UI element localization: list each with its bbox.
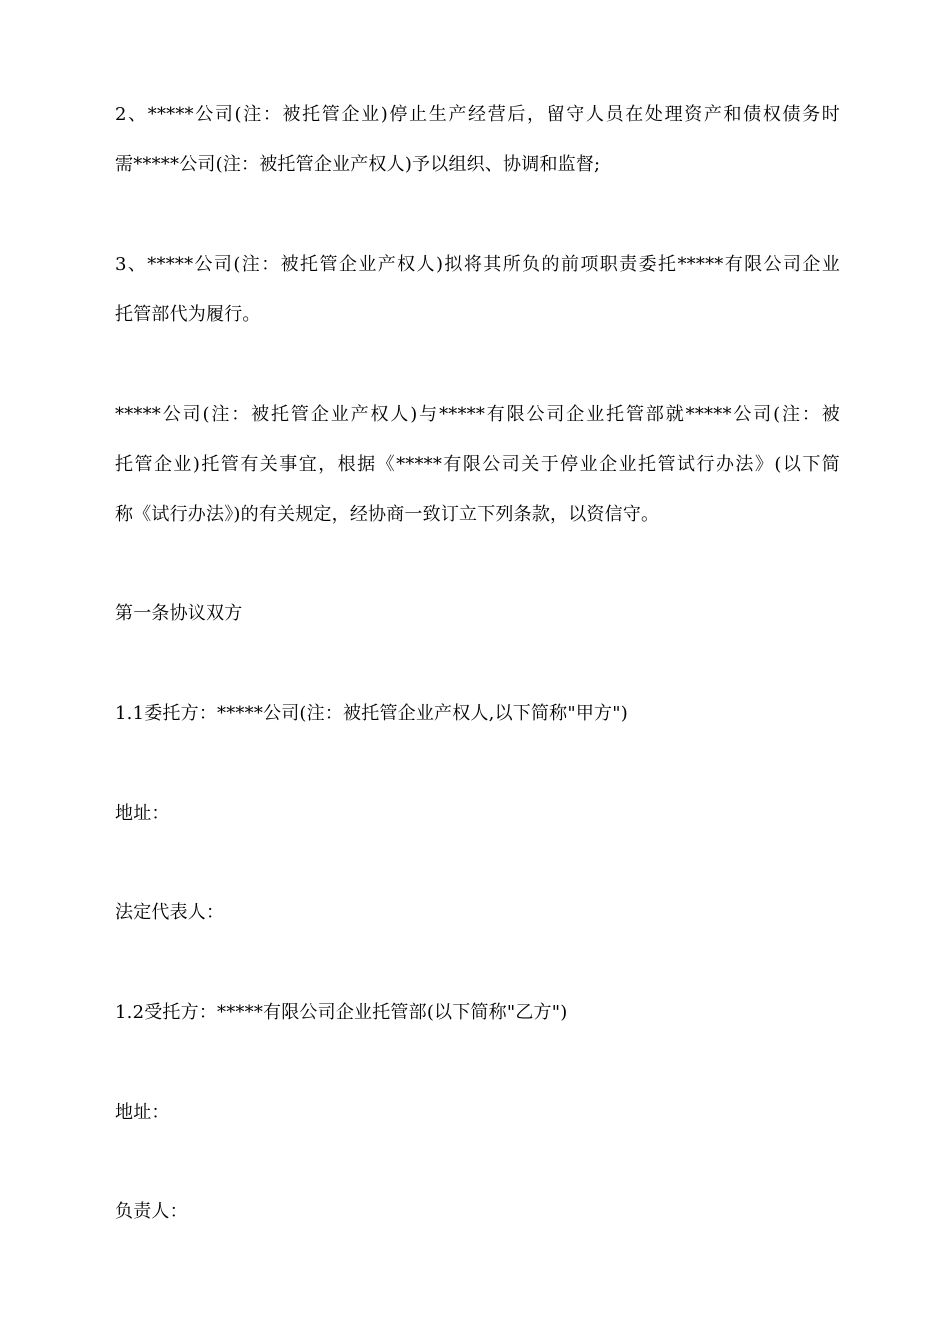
legal-rep-label: 法定代表人：	[115, 902, 225, 923]
address-a-label: 地址：	[115, 803, 170, 824]
article-1-title: 第一条协议双方	[115, 603, 243, 624]
preamble-line-3: 称《试行办法》)的有关规定，经协商一致订立下列条款，以资信守。	[115, 504, 660, 525]
item-1-2: 1.2受托方：*****有限公司企业托管部(以下简称"乙方")	[115, 1002, 568, 1023]
clause-2-line-2: 需*****公司(注：被托管企业产权人)予以组织、协调和监督;	[115, 154, 601, 175]
preamble-line-2: 托管企业)托管有关事宜，根据《*****有限公司关于停业企业托管试行办法》(以下简	[115, 454, 840, 475]
clause-3-line-1: 3、*****公司(注：被托管企业产权人)拟将其所负的前项职责委托*****有限公司企业	[115, 254, 840, 275]
responsible-person-label: 负责人：	[115, 1201, 188, 1222]
preamble-line-1: *****公司(注：被托管企业产权人)与*****有限公司企业托管部就*****公司(注：被	[115, 404, 840, 425]
address-b-label: 地址：	[115, 1102, 170, 1123]
clause-2-line-1: 2、*****公司(注：被托管企业)停止生产经营后，留守人员在处理资产和债权债务时	[115, 104, 840, 125]
clause-3-line-2: 托管部代为履行。	[115, 304, 261, 325]
item-1-1: 1.1委托方：*****公司(注：被托管企业产权人,以下简称"甲方")	[115, 703, 628, 724]
